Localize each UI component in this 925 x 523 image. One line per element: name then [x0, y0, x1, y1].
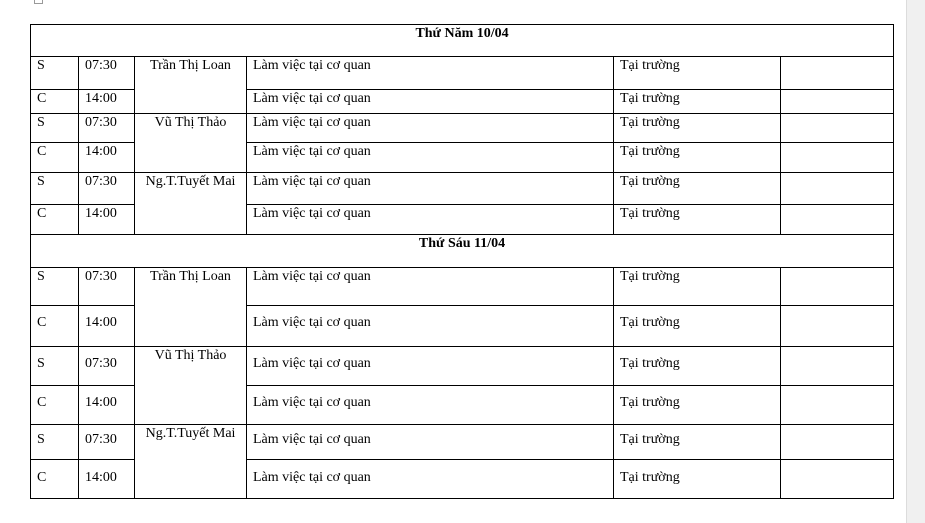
shift-cell: C	[31, 205, 79, 235]
place-cell: Tại trường	[614, 173, 781, 205]
note-cell	[781, 205, 894, 235]
task-cell: Làm việc tại cơ quan	[247, 90, 614, 114]
note-cell	[781, 460, 894, 499]
table-row	[31, 268, 894, 306]
shift-cell: S	[31, 173, 79, 205]
shift-cell: C	[31, 90, 79, 114]
place-cell: Tại trường	[614, 306, 781, 347]
day-title: Thứ Năm 10/04	[31, 25, 894, 57]
task-cell: Làm việc tại cơ quan	[247, 114, 614, 143]
note-cell	[781, 268, 894, 306]
shift-cell: S	[31, 268, 79, 306]
person-name-cell: Ng.T.Tuyết Mai	[135, 425, 247, 499]
person-name-cell: Ng.T.Tuyết Mai	[135, 173, 247, 235]
task-cell: Làm việc tại cơ quan	[247, 205, 614, 235]
place-cell: Tại trường	[614, 386, 781, 425]
place-cell: Tại trường	[614, 90, 781, 114]
shift-cell: S	[31, 347, 79, 386]
shift-cell: S	[31, 114, 79, 143]
task-cell: Làm việc tại cơ quan	[247, 347, 614, 386]
time-cell: 07:30	[79, 347, 135, 386]
time-cell: 07:30	[79, 268, 135, 306]
shift-cell: S	[31, 425, 79, 460]
task-cell: Làm việc tại cơ quan	[247, 173, 614, 205]
shift-cell: C	[31, 460, 79, 499]
task-cell: Làm việc tại cơ quan	[247, 268, 614, 306]
time-cell: 14:00	[79, 205, 135, 235]
note-cell	[781, 90, 894, 114]
day-header-row	[31, 235, 894, 268]
table-row	[31, 173, 894, 205]
day-header-row	[31, 25, 894, 57]
shift-cell: C	[31, 386, 79, 425]
table-row	[31, 347, 894, 386]
place-cell: Tại trường	[614, 143, 781, 173]
time-cell: 14:00	[79, 460, 135, 499]
person-name-cell: Vũ Thị Thảo	[135, 347, 247, 425]
note-cell	[781, 173, 894, 205]
work-schedule-table	[30, 24, 894, 499]
time-cell: 07:30	[79, 173, 135, 205]
place-cell: Tại trường	[614, 205, 781, 235]
time-cell: 14:00	[79, 386, 135, 425]
note-cell	[781, 306, 894, 347]
time-cell: 14:00	[79, 90, 135, 114]
place-cell: Tại trường	[614, 114, 781, 143]
person-name-cell: Trần Thị Loan	[135, 268, 247, 347]
shift-cell: C	[31, 306, 79, 347]
time-cell: 14:00	[79, 143, 135, 173]
time-cell: 07:30	[79, 114, 135, 143]
place-cell: Tại trường	[614, 460, 781, 499]
note-cell	[781, 143, 894, 173]
shift-cell: S	[31, 57, 79, 90]
shift-cell: C	[31, 143, 79, 173]
day-title: Thứ Sáu 11/04	[31, 235, 894, 268]
note-cell	[781, 386, 894, 425]
time-cell: 07:30	[79, 57, 135, 90]
task-cell: Làm việc tại cơ quan	[247, 57, 614, 90]
document-page-edge	[906, 0, 925, 523]
note-cell	[781, 347, 894, 386]
task-cell: Làm việc tại cơ quan	[247, 143, 614, 173]
table-row	[31, 114, 894, 143]
place-cell: Tại trường	[614, 347, 781, 386]
time-cell: 14:00	[79, 306, 135, 347]
task-cell: Làm việc tại cơ quan	[247, 386, 614, 425]
note-cell	[781, 425, 894, 460]
note-cell	[781, 114, 894, 143]
task-cell: Làm việc tại cơ quan	[247, 425, 614, 460]
place-cell: Tại trường	[614, 268, 781, 306]
text-boundary-mark	[34, 0, 43, 4]
time-cell: 07:30	[79, 425, 135, 460]
place-cell: Tại trường	[614, 57, 781, 90]
table-row	[31, 57, 894, 90]
table-row	[31, 425, 894, 460]
person-name-cell: Trần Thị Loan	[135, 57, 247, 114]
task-cell: Làm việc tại cơ quan	[247, 306, 614, 347]
place-cell: Tại trường	[614, 425, 781, 460]
task-cell: Làm việc tại cơ quan	[247, 460, 614, 499]
note-cell	[781, 57, 894, 90]
person-name-cell: Vũ Thị Thảo	[135, 114, 247, 173]
